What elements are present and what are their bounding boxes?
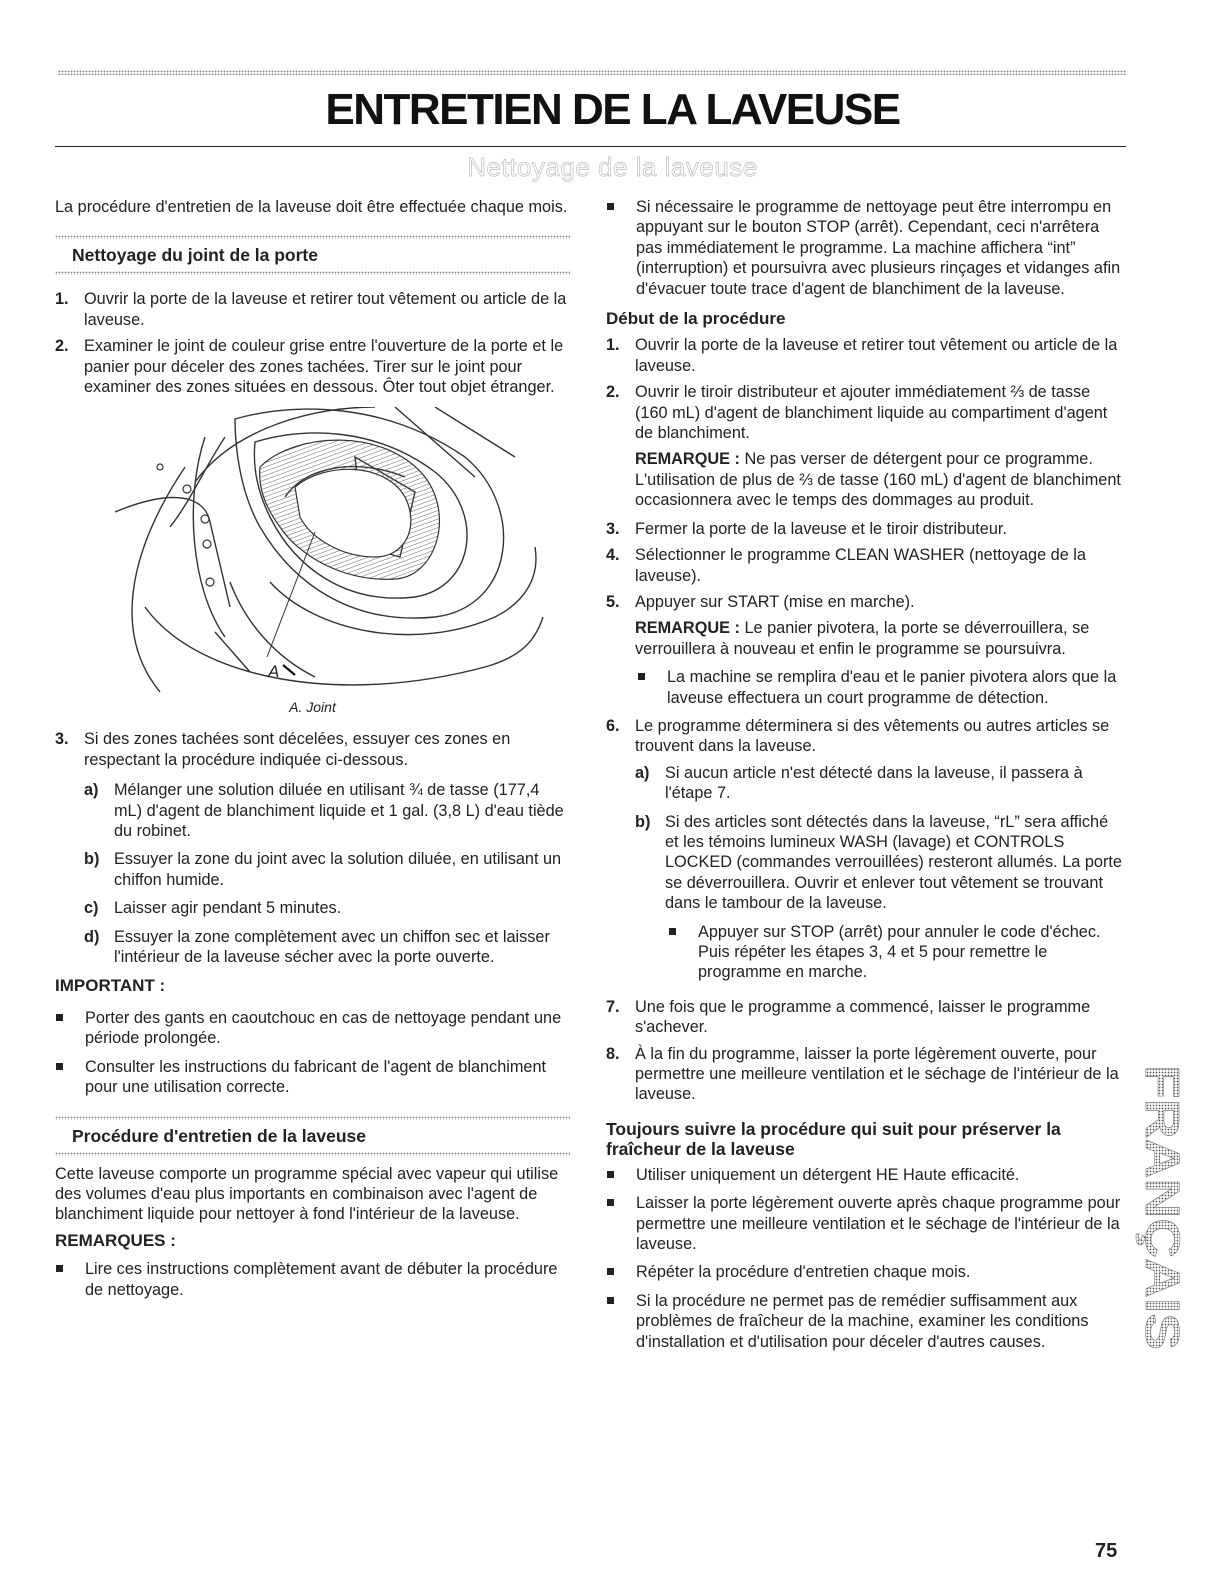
remark-2: REMARQUE : Le panier pivotera, la porte se déverrouillera, se verrouillera à nouveau et enfin le programme se poursuivra. <box>635 619 1090 658</box>
right-column <box>606 197 1124 1360</box>
figure-letter: A <box>268 662 280 682</box>
door-seal-heading: Nettoyage du joint de la porte <box>72 245 318 266</box>
page-number: 75 <box>1095 1540 1118 1562</box>
important-heading: IMPORTANT : <box>55 975 166 995</box>
page-title: ENTRETIEN DE LA LAVEUSE <box>325 85 900 134</box>
start-step-7: 7. Une fois que le programme a commencé, laisser le programme s'achever. <box>606 997 1091 1037</box>
remarques-bullet-1: Lire ces instructions complètement avant de débuter la procédure de nettoyage. <box>55 1259 570 1300</box>
procedure-heading: Procédure d'entretien de la laveuse <box>72 1125 366 1146</box>
detection-bullet: La machine se remplira d'eau et le panier pivotera alors que la laveuse effectuera un court programme de détection. <box>637 667 1124 708</box>
stop-code-bullet: Appuyer sur STOP (arrêt) pour annuler le code d'échec. Puis répéter les étapes 3, 4 et 5 pour remettre le programme en marche. <box>668 922 1124 983</box>
procedure-heading-box <box>55 1116 570 1156</box>
door-substep-b: b) Essuyer la zone du joint avec la solution diluée, en utilisant un chiffon humide. <box>84 850 562 889</box>
remarques-heading: REMARQUES : <box>55 1230 176 1250</box>
door-substep-a: a) Mélanger une solution diluée en utilisant ¾ de tasse (177,4 mL) d'agent de blanchiment liquide et 1 gal. (3,8 L) d'eau tiède du robinet. <box>84 781 564 841</box>
door-substep-c: c) Laisser agir pendant 5 minutes. <box>84 899 342 918</box>
section-subtitle: Nettoyage de la laveuse <box>467 152 758 182</box>
door-seal-figure <box>55 407 570 717</box>
door-substep-d: d) Essuyer la zone complètement avec un chiffon sec et laisser l'intérieur de la laveuse sécher avec la porte ouverte. <box>84 927 550 967</box>
start-substep-6b: b) Si des articles sont détectés dans la laveuse, “rL” sera affiché et les témoins lumineux WASH (lavage) et CONTROLS LOCKED (commandes verrouillées) resteront allumés. La porte se déverrouillera. Ouvrir et enlever tout vêtement se trouvant dans le tambour de la laveuse. <box>635 812 1122 913</box>
door-step-3: 3. Si des zones tachées sont décelées, essuyer ces zones en respectant la procédure indiquée ci-dessous. <box>55 730 511 769</box>
remark-1: REMARQUE : Ne pas verser de détergent pour ce programme. L'utilisation de plus de ⅔ de tasse (160 mL) d'agent de blanchiment occasionnera avec le temps des dommages au produit. <box>635 450 1121 510</box>
freshness-heading: Toujours suivre la procédure qui suit pour préserver la fraîcheur de la laveuse <box>606 1118 1061 1159</box>
top-dotted-rule <box>58 70 1126 75</box>
procedure-text: Cette laveuse comporte un programme spécial avec vapeur qui utilise des volumes d'eau plus importants en combinaison avec l'agent de blanchiment liquide pour nettoyer à fond l'intérieur de la laveuse. <box>55 1164 559 1224</box>
start-step-4: 4. Sélectionner le programme CLEAN WASHER (nettoyage de la laveuse). <box>606 546 1086 585</box>
door-seal-heading-box <box>55 235 570 275</box>
door-step-1: 1. Ouvrir la porte de la laveuse et retirer tout vêtement ou article de la laveuse. <box>55 290 567 329</box>
side-tab-text: FRANÇAIS <box>1135 1065 1188 1313</box>
freshness-bullet-2: Laisser la porte légèrement ouverte après chaque programme pour permettre une meilleure ventilation et le séchage de l'intérieur de la laveuse. <box>606 1193 1124 1254</box>
freshness-bullet-3: Répéter la procédure d'entretien chaque mois. <box>606 1262 1124 1282</box>
important-bullet-2: Consulter les instructions du fabricant de l'agent de blanchiment pour une utilisation correcte. <box>55 1057 570 1098</box>
title-rule <box>55 146 1126 147</box>
start-step-8: 8. À la fin du programme, laisser la porte légèrement ouverte, pour permettre une meilleure ventilation et le séchage de l'intérieur de la laveuse. <box>606 1044 1119 1104</box>
start-step-1: 1. Ouvrir la porte de la laveuse et retirer tout vêtement ou article de la laveuse. <box>606 336 1118 375</box>
interrupt-bullet: Si nécessaire le programme de nettoyage peut être interrompu en appuyant sur le bouton STOP (arrêt). Cependant, ceci n'arrêtera pas immédiatement le programme. La machine affichera “int” (interruption) et poursuivra avec plusieurs rinçages et vidanges afin d'évacuer toute trace d'agent de blanchiment de la laveuse. <box>606 197 1124 299</box>
intro-text: La procédure d'entretien de la laveuse doit être effectuée chaque mois. <box>55 198 568 216</box>
start-step-2: 2. Ouvrir le tiroir distributeur et ajouter immédiatement ⅔ de tasse (160 mL) d'agent de blanchiment liquide au compartiment d'agent de blanchiment. <box>606 383 1108 443</box>
start-step-3: 3. Fermer la porte de la laveuse et le tiroir distributeur. <box>606 519 1007 538</box>
freshness-bullet-1: Utiliser uniquement un détergent HE Haute efficacité. <box>606 1165 1124 1185</box>
start-substep-6a: a) Si aucun article n'est détecté dans la laveuse, il passera à l'étape 7. <box>635 763 1083 803</box>
language-side-tab <box>1128 1065 1188 1355</box>
door-step-2: 2. Examiner le joint de couleur grise entre l'ouverture de la porte et le panier pour déceler des zones tachées. Tirer sur le joint pour examiner des zones situées en dessous. Ôter tout objet étranger. <box>55 337 564 397</box>
freshness-bullet-4: Si la procédure ne permet pas de remédier suffisamment aux problèmes de fraîcheur de la machine, examiner les conditions d'installation et d'utilisation pour déceler d'autres causes. <box>606 1291 1124 1352</box>
figure-caption: A. Joint <box>289 698 336 715</box>
start-step-5: 5. Appuyer sur START (mise en marche). <box>606 592 915 611</box>
left-column <box>55 197 570 1308</box>
start-step-6: 6. Le programme déterminera si des vêtements ou autres articles se trouvent dans la laveuse. <box>606 716 1110 756</box>
start-procedure-heading: Début de la procédure <box>606 309 786 329</box>
important-bullet-1: Porter des gants en caoutchouc en cas de nettoyage pendant une période prolongée. <box>55 1008 570 1049</box>
washer-door-illustration <box>55 407 570 697</box>
